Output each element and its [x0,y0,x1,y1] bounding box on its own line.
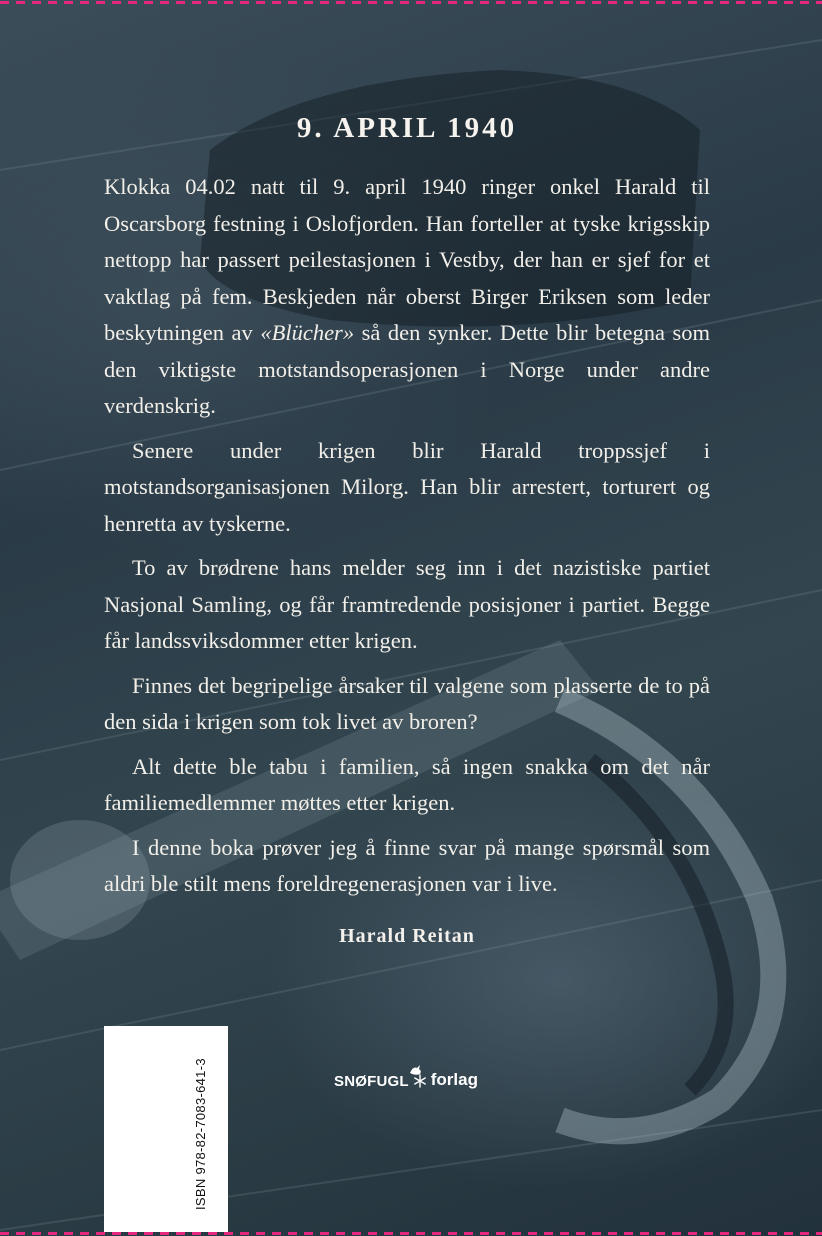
blurb-title: 9. APRIL 1940 [296,112,518,144]
publisher-suffix: forlag [430,1070,478,1089]
author-name: Harald Reitan [339,924,475,947]
paragraph-1 [104,169,710,425]
paragraph-4: Finnes det begripelige årsaker til valgene som plasserte de to på den sida i krigen som tok livet av broren? [104,672,710,734]
publisher-logo [334,1050,478,1090]
blurb [104,112,710,948]
bird-icon [408,1063,424,1077]
trim-line-top [0,1,822,4]
isbn-number: ISBN 978-82-7083-641-3 [193,1058,208,1210]
paragraph-5: Alt dette ble tabu i familien, så ingen snakka om det når familiemedlemmer møttes etter krigen. [104,753,710,815]
publisher-name: SNØFUGL [334,1073,409,1090]
paragraph-1-tail: så den synker. Dette blir betegna som den viktigste motstandsoperasjonen i Norge under andre verdenskrig. [104,320,711,418]
ship-name: «Blücher» [260,320,355,345]
publisher-name-wrap [334,1073,409,1090]
paragraph-6: I denne boka prøver jeg å finne svar på mange spørsmål som aldri ble stilt mens foreldregenerasjonen var i live. [104,834,710,896]
trim-line-bottom [0,1232,822,1235]
paragraph-2: Senere under krigen blir Harald troppssjef i motstandsorganisasjonen Milorg. Han blir arrestert, torturert og henretta av tyskerne. [104,437,710,536]
paragraph-1-text: Klokka 04.02 natt til 9. april 1940 ringer onkel Harald til Oscarsborg festning i Oslofjorden. Han forteller at tyske krigsskip nettopp har passert peilestasjonen i Vestby, der han er sjef for et vaktlag på fem. Beskjeden når oberst Birger Eriksen som leder beskytningen av [104,174,710,345]
isbn-barcode-area [104,1026,228,1232]
paragraph-3: To av brødrene hans melder seg inn i det nazistiske partiet Nasjonal Samling, og får framtredende posisjoner i partiet. Begge får landssviksdommer etter krigen. [104,555,710,653]
